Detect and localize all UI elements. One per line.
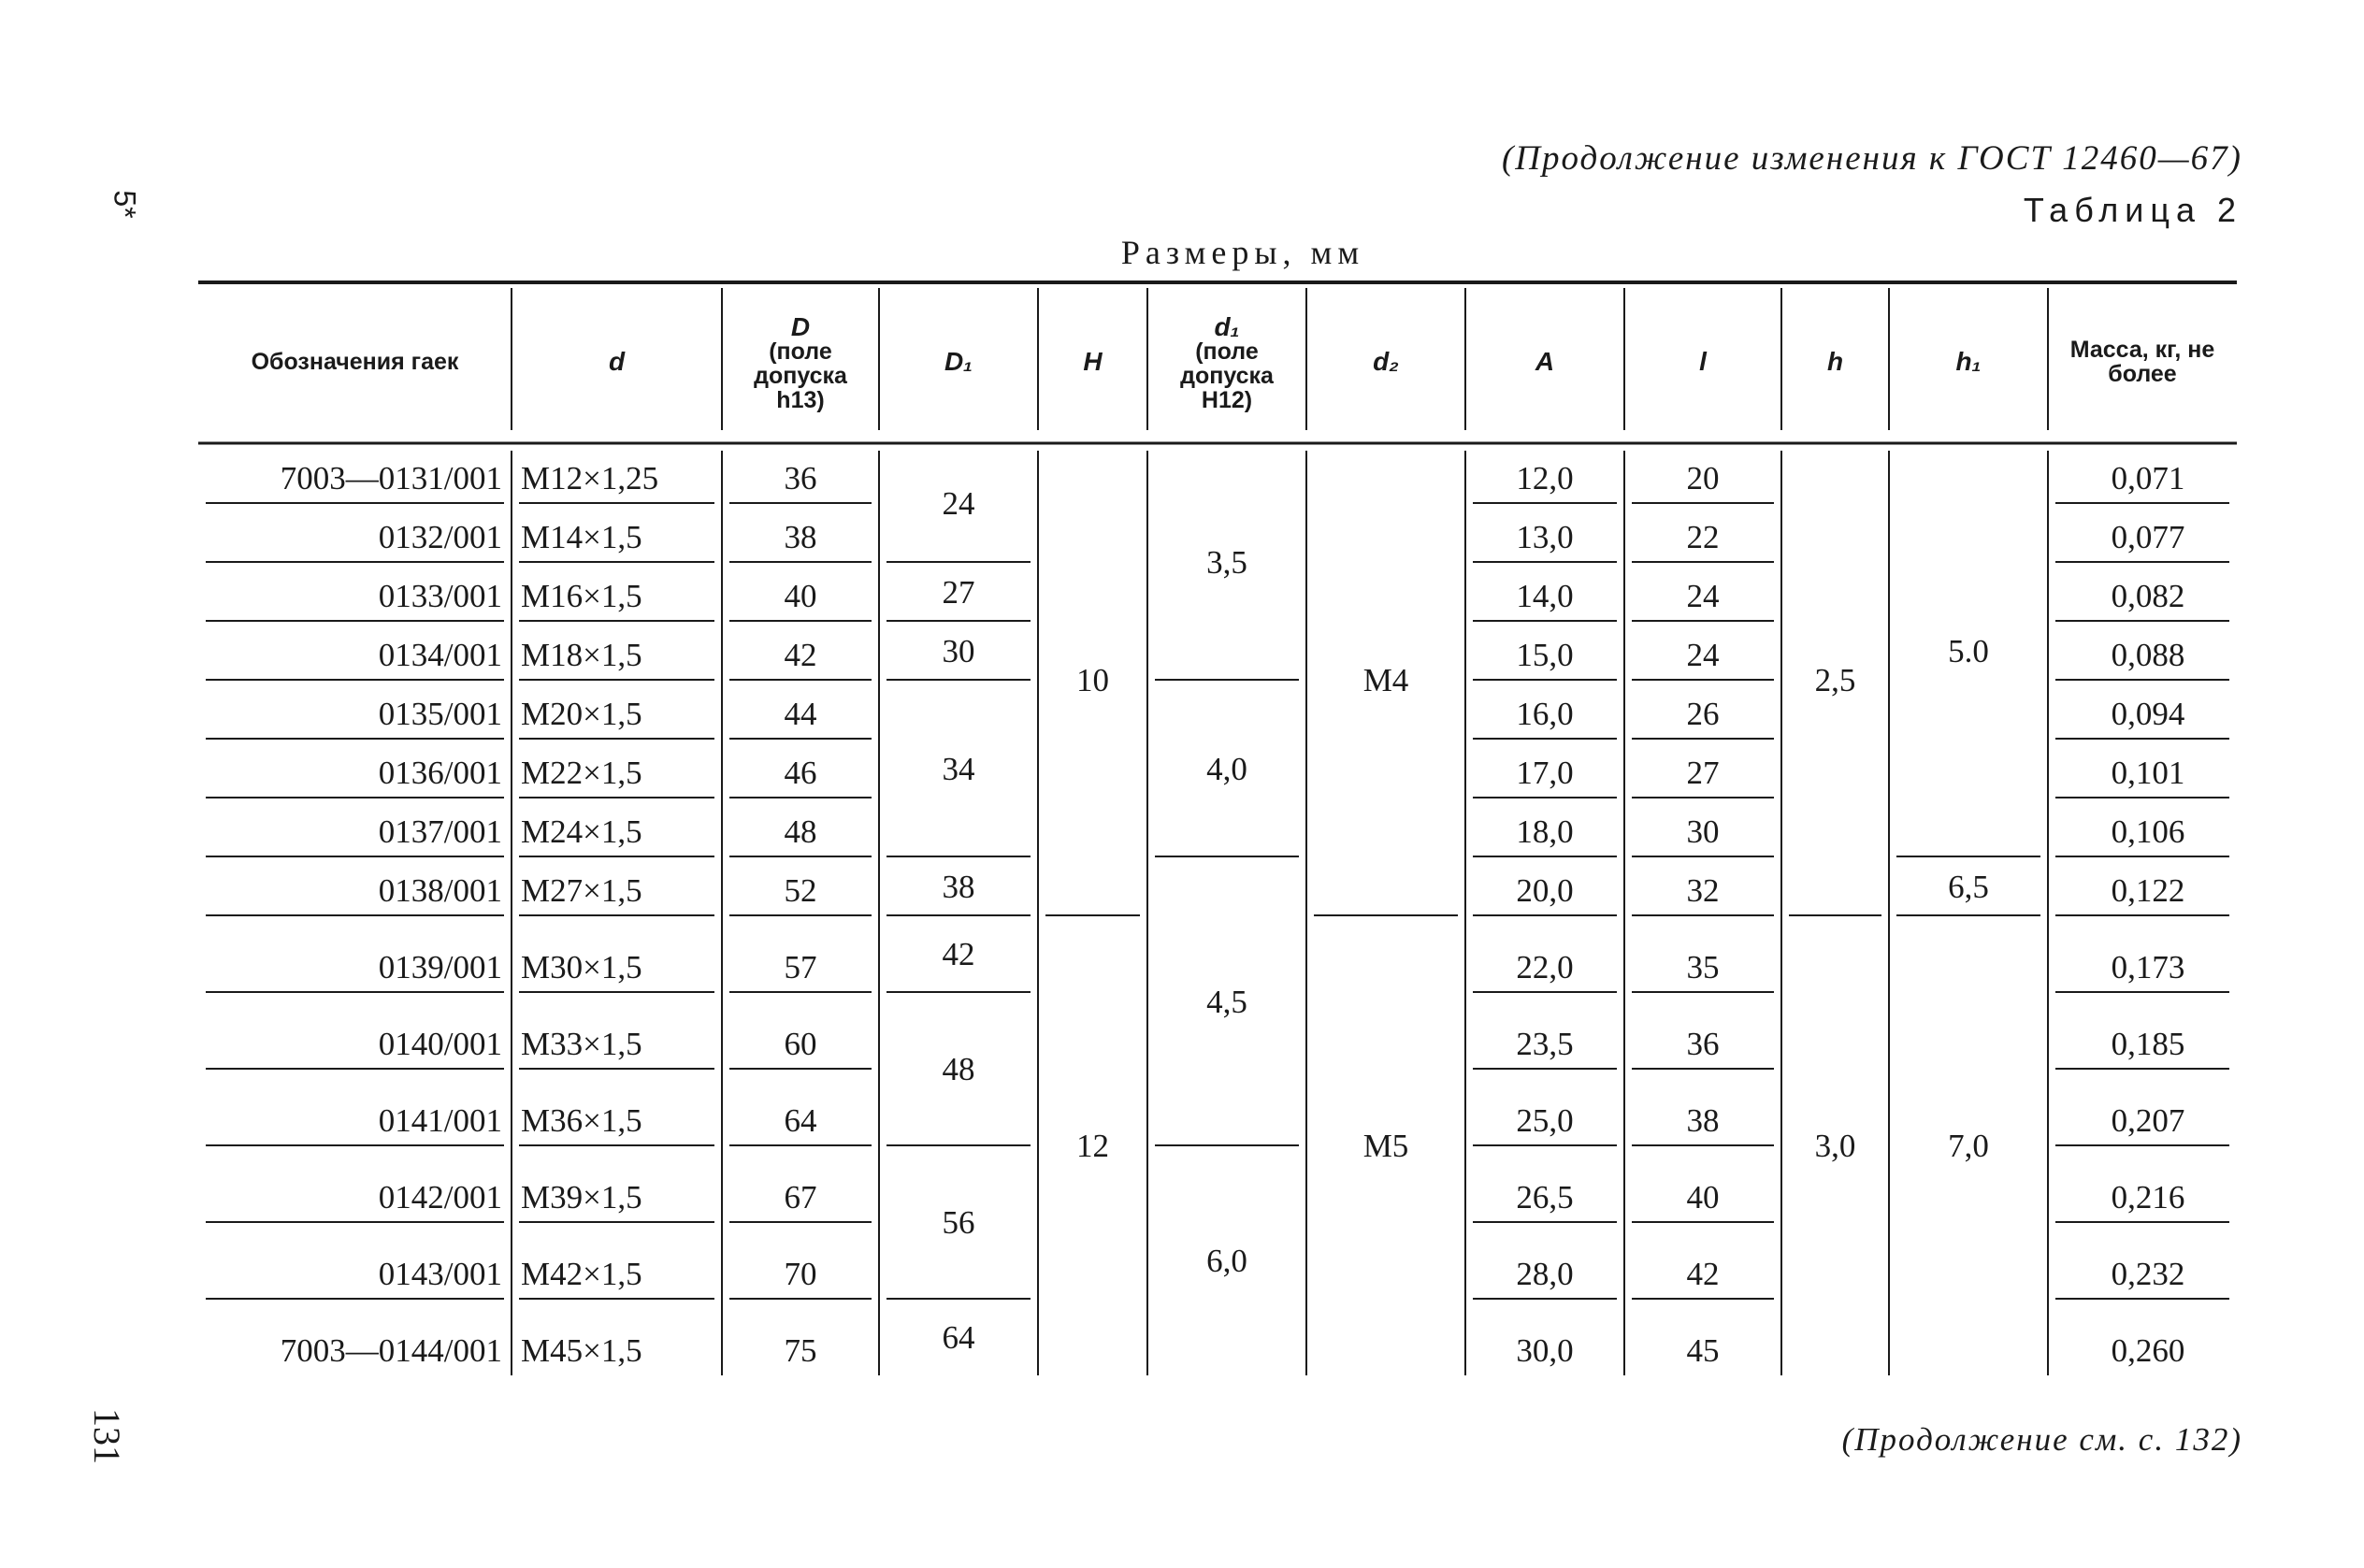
cell-A: 22,0 bbox=[1516, 949, 1574, 985]
cell-D: 60 bbox=[784, 1026, 817, 1062]
cell-D: 46 bbox=[784, 755, 817, 791]
cell-l: 22 bbox=[1686, 519, 1720, 555]
cell-designation: 0134/001 bbox=[378, 637, 502, 673]
cell-l: 26 bbox=[1686, 696, 1720, 732]
continuation-header: (Продолжение изменения к ГОСТ 12460—67) bbox=[1501, 139, 2242, 178]
cell-A: 14,0 bbox=[1516, 578, 1574, 614]
cell-mass: 0,106 bbox=[2111, 813, 2185, 850]
header-mass-label: Масса, кг, не более bbox=[2069, 337, 2215, 387]
cell-mass: 0,122 bbox=[2111, 872, 2185, 909]
header-l: l bbox=[1699, 347, 1707, 376]
cell-A: 18,0 bbox=[1516, 813, 1574, 850]
merged-cell-D1: 48 bbox=[942, 1051, 975, 1087]
header-D bbox=[722, 303, 879, 424]
cell-D: 67 bbox=[784, 1179, 817, 1216]
cell-designation: 0138/001 bbox=[378, 872, 502, 909]
cell-mass: 0,185 bbox=[2111, 1026, 2185, 1062]
merged-cell-d2: M5 bbox=[1362, 1128, 1409, 1164]
cell-D: 44 bbox=[784, 696, 817, 732]
cell-d: M27×1,5 bbox=[521, 872, 642, 909]
cell-d: M16×1,5 bbox=[521, 578, 642, 614]
cell-A: 30,0 bbox=[1516, 1332, 1574, 1369]
cell-D: 52 bbox=[784, 872, 817, 909]
cell-mass: 0,260 bbox=[2111, 1332, 2185, 1369]
cell-A: 13,0 bbox=[1516, 519, 1574, 555]
cell-l: 42 bbox=[1686, 1256, 1720, 1292]
cell-D: 36 bbox=[784, 460, 817, 496]
cell-l: 32 bbox=[1686, 872, 1720, 909]
cell-l: 27 bbox=[1686, 755, 1720, 791]
cell-d: M20×1,5 bbox=[521, 696, 642, 732]
header-D-tolerance: (поле допуска h13) bbox=[754, 338, 847, 413]
cell-l: 38 bbox=[1686, 1102, 1720, 1139]
merged-cell-h1: 5.0 bbox=[1948, 632, 1989, 669]
cell-A: 16,0 bbox=[1516, 696, 1574, 732]
dimensions-table bbox=[198, 281, 2237, 1412]
merged-cell-H: 10 bbox=[1076, 662, 1109, 698]
cell-designation: 0135/001 bbox=[378, 696, 502, 732]
cell-designation: 0142/001 bbox=[378, 1179, 502, 1216]
cell-mass: 0,173 bbox=[2111, 949, 2185, 985]
merged-cell-d1: 4,0 bbox=[1206, 750, 1247, 787]
table-units-caption: Размеры, мм bbox=[1120, 234, 1365, 271]
header-D1: D₁ bbox=[944, 347, 973, 376]
merged-cell-D1: 42 bbox=[942, 936, 975, 972]
cell-designation: 0137/001 bbox=[378, 813, 502, 850]
cell-l: 24 bbox=[1686, 578, 1720, 614]
cell-D: 57 bbox=[784, 949, 817, 985]
cell-A: 23,5 bbox=[1516, 1026, 1574, 1062]
header-h1: h₁ bbox=[1955, 347, 1982, 376]
cell-designation: 0141/001 bbox=[378, 1102, 502, 1139]
merged-cell-D1: 64 bbox=[942, 1319, 975, 1356]
cell-l: 36 bbox=[1686, 1026, 1720, 1062]
cell-A: 28,0 bbox=[1516, 1256, 1574, 1292]
cell-l: 45 bbox=[1686, 1332, 1720, 1369]
cell-mass: 0,207 bbox=[2111, 1102, 2185, 1139]
cell-designation: 7003—0131/001 bbox=[280, 460, 502, 496]
cell-mass: 0,088 bbox=[2111, 637, 2185, 673]
cell-d: M33×1,5 bbox=[521, 1026, 642, 1062]
cell-D: 64 bbox=[784, 1102, 817, 1139]
margin-signature-mark: 5* bbox=[108, 190, 142, 219]
cell-mass: 0,094 bbox=[2111, 696, 2185, 732]
cell-l: 24 bbox=[1686, 637, 1720, 673]
cell-designation: 0143/001 bbox=[378, 1256, 502, 1292]
cell-D: 75 bbox=[784, 1332, 817, 1369]
cell-A: 15,0 bbox=[1516, 637, 1574, 673]
header-A: A bbox=[1535, 347, 1555, 376]
continuation-footer: (Продолжение см. с. 132) bbox=[1841, 1421, 2242, 1458]
cell-d: M42×1,5 bbox=[521, 1256, 642, 1292]
cell-d: M18×1,5 bbox=[521, 637, 642, 673]
cell-d: M24×1,5 bbox=[521, 813, 642, 850]
cell-l: 35 bbox=[1686, 949, 1720, 985]
cell-designation: 0133/001 bbox=[378, 578, 502, 614]
cell-l: 30 bbox=[1686, 813, 1720, 850]
cell-D: 48 bbox=[784, 813, 817, 850]
header-d: d bbox=[608, 347, 626, 376]
cell-A: 17,0 bbox=[1516, 755, 1574, 791]
merged-cell-D1: 34 bbox=[942, 750, 975, 787]
cell-d: M39×1,5 bbox=[521, 1179, 642, 1216]
cell-D: 40 bbox=[784, 578, 817, 614]
cell-D: 38 bbox=[784, 519, 817, 555]
cell-d: M22×1,5 bbox=[521, 755, 642, 791]
merged-cell-h1: 7,0 bbox=[1948, 1128, 1989, 1164]
merged-cell-h: 3,0 bbox=[1814, 1128, 1856, 1164]
cell-A: 12,0 bbox=[1516, 460, 1574, 496]
cell-D: 70 bbox=[784, 1256, 817, 1292]
cell-designation: 0140/001 bbox=[378, 1026, 502, 1062]
cell-mass: 0,077 bbox=[2111, 519, 2185, 555]
merged-cell-D1: 38 bbox=[942, 868, 975, 905]
page-number: 131 bbox=[86, 1408, 128, 1464]
cell-mass: 0,082 bbox=[2111, 578, 2185, 614]
header-mass bbox=[2048, 292, 2237, 432]
cell-designation: 0139/001 bbox=[378, 949, 502, 985]
cell-l: 40 bbox=[1686, 1179, 1720, 1216]
cell-designation: 0132/001 bbox=[378, 519, 502, 555]
merged-cell-D1: 30 bbox=[942, 632, 975, 669]
cell-designation: 7003—0144/001 bbox=[280, 1332, 502, 1369]
cell-mass: 0,101 bbox=[2111, 755, 2185, 791]
cell-A: 25,0 bbox=[1516, 1102, 1574, 1139]
header-designation: Обозначения гаек bbox=[251, 349, 459, 375]
merged-cell-d1: 6,0 bbox=[1206, 1243, 1247, 1279]
merged-cell-d1: 4,5 bbox=[1206, 983, 1247, 1020]
merged-cell-h1: 6,5 bbox=[1948, 868, 1989, 905]
header-D-symbol: D bbox=[790, 312, 811, 341]
cell-d: M30×1,5 bbox=[521, 949, 642, 985]
cell-mass: 0,232 bbox=[2111, 1256, 2185, 1292]
merged-cell-H: 12 bbox=[1076, 1128, 1109, 1164]
cell-l: 20 bbox=[1686, 460, 1720, 496]
merged-cell-h: 2,5 bbox=[1814, 662, 1856, 698]
cell-A: 26,5 bbox=[1516, 1179, 1574, 1216]
cell-D: 42 bbox=[784, 637, 817, 673]
cell-A: 20,0 bbox=[1516, 872, 1574, 909]
cell-d: M45×1,5 bbox=[521, 1332, 642, 1369]
merged-cell-d1: 3,5 bbox=[1206, 544, 1247, 581]
merged-cell-D1: 27 bbox=[942, 573, 975, 611]
cell-d: M36×1,5 bbox=[521, 1102, 642, 1139]
cell-mass: 0,216 bbox=[2111, 1179, 2185, 1216]
cell-d: M14×1,5 bbox=[521, 519, 642, 555]
merged-cell-d2: M4 bbox=[1362, 662, 1409, 698]
header-d1-symbol: d₁ bbox=[1214, 312, 1240, 341]
merged-cell-D1: 24 bbox=[942, 485, 975, 522]
header-d1 bbox=[1147, 303, 1306, 424]
cell-d: M12×1,25 bbox=[521, 460, 659, 496]
header-d1-tolerance: (поле допуска H12) bbox=[1180, 338, 1274, 413]
cell-mass: 0,071 bbox=[2111, 460, 2185, 496]
table-number: Таблица 2 bbox=[2023, 191, 2242, 229]
cell-designation: 0136/001 bbox=[378, 755, 502, 791]
merged-cell-D1: 56 bbox=[942, 1204, 975, 1241]
header-d2: d₂ bbox=[1373, 347, 1399, 376]
header-H: H bbox=[1083, 347, 1103, 376]
header-h: h bbox=[1826, 347, 1844, 376]
